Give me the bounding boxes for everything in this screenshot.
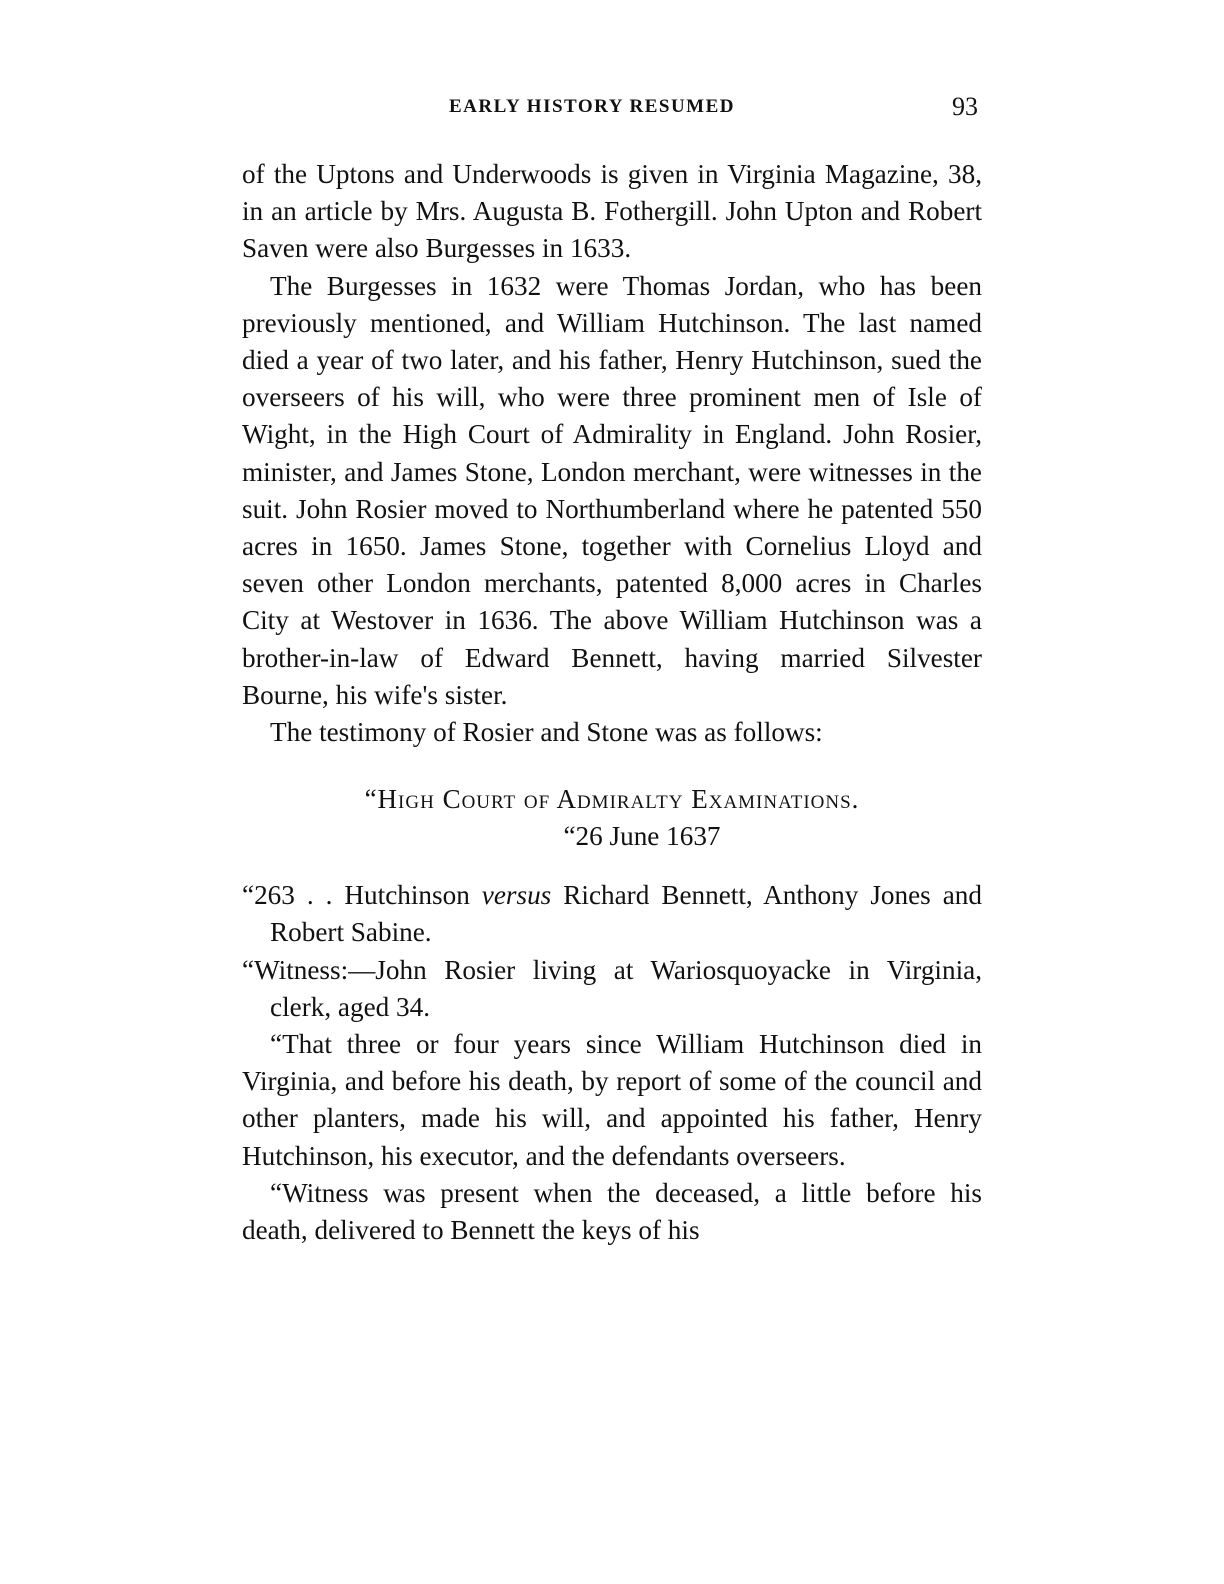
document-heading <box>242 781 982 855</box>
case-versus: versus <box>481 880 552 911</box>
case-prefix: “263 . . Hutchinson <box>242 880 482 911</box>
paragraph-burgesses: The Burgesses in 1632 were Thomas Jordan, who has been previously mentioned, and William Hutchinson. The last named died a year of two later, and his father, Henry Hutchinson, sued the overseers of his will, who were three prominent men of Isle of Wight, in the High Court of Admirality in England. John Rosier, minister, and James Stone, London merchant, were witnesses in the suit. John Rosier moved to Northumberland where he patented 550 acres in 1650. James Stone, together with Cornelius Lloyd and seven other London merchants, patented 8,000 acres in Charles City at Westover in 1636. The above William Hutchinson was a brother-in-law of Edward Bennett, having married Silvester Bourne, his wife's sister. <box>242 270 982 710</box>
body-text <box>242 156 982 1249</box>
court-date: “26 June 1637 <box>563 821 721 852</box>
running-head <box>242 92 982 126</box>
paragraph-testimony-intro: The testimony of Rosier and Stone was as follows: <box>270 717 823 748</box>
running-title: EARLY HISTORY RESUMED <box>449 96 735 117</box>
case-suffix: Richard Bennett, Anthony Jones and Robert Sabine. <box>270 880 982 948</box>
court-heading: “High Court of Admiralty Examinations. <box>364 784 860 815</box>
paragraph-continuation: of the Uptons and Underwoods is given in Virginia Magazine, 38, in an article by Mrs. Augusta B. Fothergill. John Upton and Robert Saven were also Burgesses in 1633. <box>242 159 982 264</box>
page-number: 93 <box>952 92 978 121</box>
witness-entry: “Witness:—John Rosier living at Wariosquoyacke in Virginia, clerk, aged 34. <box>242 954 982 1022</box>
testimony-paragraph-1: “That three or four years since William Hutchinson died in Virginia, and before his death, by report of some of the council and other planters, made his will, and appointed his father, Henry Hutchinson, his executor, and the defendants overseers. <box>242 1029 982 1171</box>
testimony-paragraph-2: “Witness was present when the deceased, a little before his death, delivered to Bennett the keys of his <box>242 1177 982 1246</box>
case-entry <box>242 877 982 951</box>
book-page <box>242 92 982 1249</box>
